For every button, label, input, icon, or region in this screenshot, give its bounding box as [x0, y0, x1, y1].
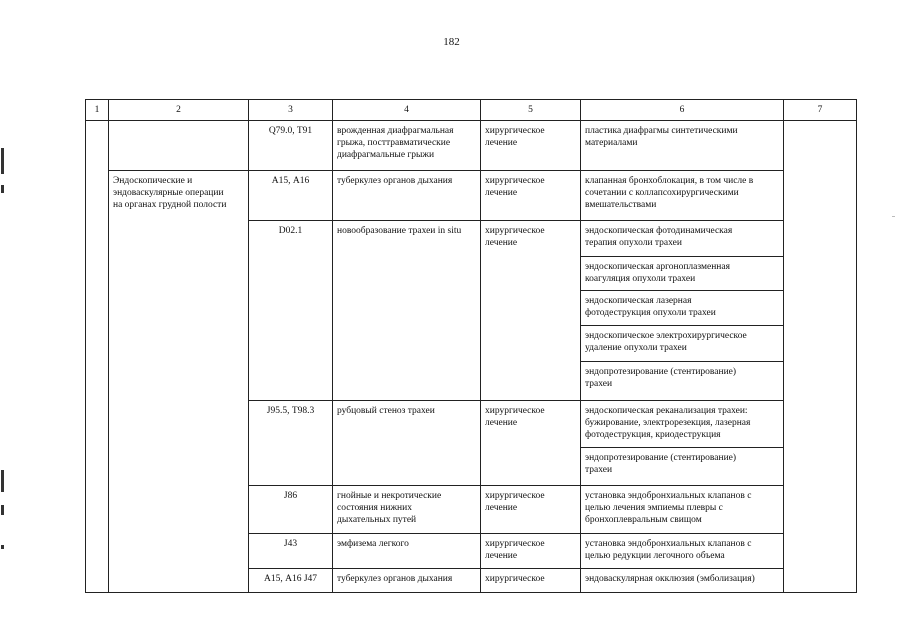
- method-cell: клапанная бронхоблокация, в том числе в сочетании с коллапсохирургическими вмешательствами: [585, 176, 754, 210]
- row-border: [108, 170, 783, 171]
- scan-edge-marks: [0, 0, 6, 640]
- method-cell: эндоскопическая лазерная фотодеструкция опухоли трахеи: [585, 296, 716, 318]
- method-cell: пластика диафрагмы синтетическими материалами: [585, 126, 738, 148]
- treatment-type-cell: хирургическое: [485, 574, 545, 584]
- method-border: [580, 256, 783, 257]
- disease-cell: туберкулез органов дыхания: [337, 574, 453, 584]
- method-cell: эндоскопическая фотодинамическая терапия опухоли трахеи: [585, 226, 733, 248]
- disease-cell: гнойные и некротические состояния нижних дыхательных путей: [337, 491, 442, 525]
- table-bottom-border: [85, 592, 857, 593]
- disease-cell: рубцовый стеноз трахеи: [337, 406, 435, 416]
- treatment-type-cell: хирургическое лечение: [485, 226, 545, 248]
- header-cell: 4: [404, 105, 409, 115]
- col-border: [856, 99, 857, 593]
- header-cell: 2: [176, 105, 181, 115]
- method-cell: эндоскопическая реканализация трахеи: бужирование, электрорезекция, лазерная фотодеструкция, криодеструкция: [585, 406, 751, 440]
- col-border: [85, 99, 86, 593]
- method-border: [580, 325, 783, 326]
- row-border: [248, 533, 783, 534]
- treatment-type-cell: хирургическое лечение: [485, 406, 545, 428]
- method-border: [580, 361, 783, 362]
- header-cell: 1: [94, 105, 100, 115]
- disease-cell: туберкулез органов дыхания: [337, 176, 453, 186]
- procedure-group-cell: Эндоскопические и эндоваскулярные операции на органах грудной полости: [113, 176, 227, 210]
- method-cell: установка эндобронхиальных клапанов с целью лечения эмпиемы плевры с бронхоплевральным свищом: [585, 491, 752, 525]
- method-cell: эндопротезирование (стентирование) трахеи: [585, 367, 737, 389]
- disease-cell: новообразование трахеи in situ: [337, 226, 462, 236]
- row-border: [248, 220, 783, 221]
- scan-speck: [892, 216, 895, 217]
- method-cell: установка эндобронхиальных клапанов с целью редукции легочного объема: [585, 539, 752, 561]
- icd-codes-cell: Q79.0, T91: [268, 126, 313, 136]
- header-cell: 6: [679, 105, 685, 115]
- treatment-type-cell: хирургическое лечение: [485, 491, 545, 513]
- icd-codes-cell: J95.5, Т98.3: [266, 406, 315, 416]
- method-cell: эндопротезирование (стентирование) трахеи: [585, 453, 737, 475]
- header-cell: 5: [528, 105, 533, 115]
- treatment-type-cell: хирургическое лечение: [485, 539, 545, 561]
- disease-cell: эмфизема легкого: [337, 539, 409, 549]
- disease-cell: врожденная диафрагмальная грыжа, посттравматические диафрагмальные грыжи: [337, 126, 454, 160]
- page-number: 182: [443, 36, 460, 48]
- icd-codes-cell: D02.1: [278, 226, 303, 236]
- row-border: [248, 485, 783, 486]
- header-bottom-border: [85, 120, 857, 121]
- header-cell: 3: [288, 105, 293, 115]
- icd-codes-cell: А15, А16: [271, 176, 310, 186]
- method-cell: эндоваскулярная окклюзия (эмболизация): [585, 574, 755, 584]
- method-border: [580, 447, 783, 448]
- icd-codes-cell: J86: [283, 491, 298, 501]
- method-border: [580, 290, 783, 291]
- row-border: [248, 400, 783, 401]
- method-cell: эндоскопическая аргоноплазменная коагуляция опухоли трахеи: [585, 262, 730, 284]
- header-cell: 7: [817, 105, 823, 115]
- icd-codes-cell: А15, А16 J47: [263, 574, 318, 584]
- row-border: [248, 568, 783, 569]
- treatment-type-cell: хирургическое лечение: [485, 176, 545, 198]
- icd-codes-cell: J43: [283, 539, 298, 549]
- method-cell: эндоскопическое электрохирургическое удаление опухоли трахеи: [585, 331, 747, 353]
- treatment-type-cell: хирургическое лечение: [485, 126, 545, 148]
- col-border: [783, 99, 784, 593]
